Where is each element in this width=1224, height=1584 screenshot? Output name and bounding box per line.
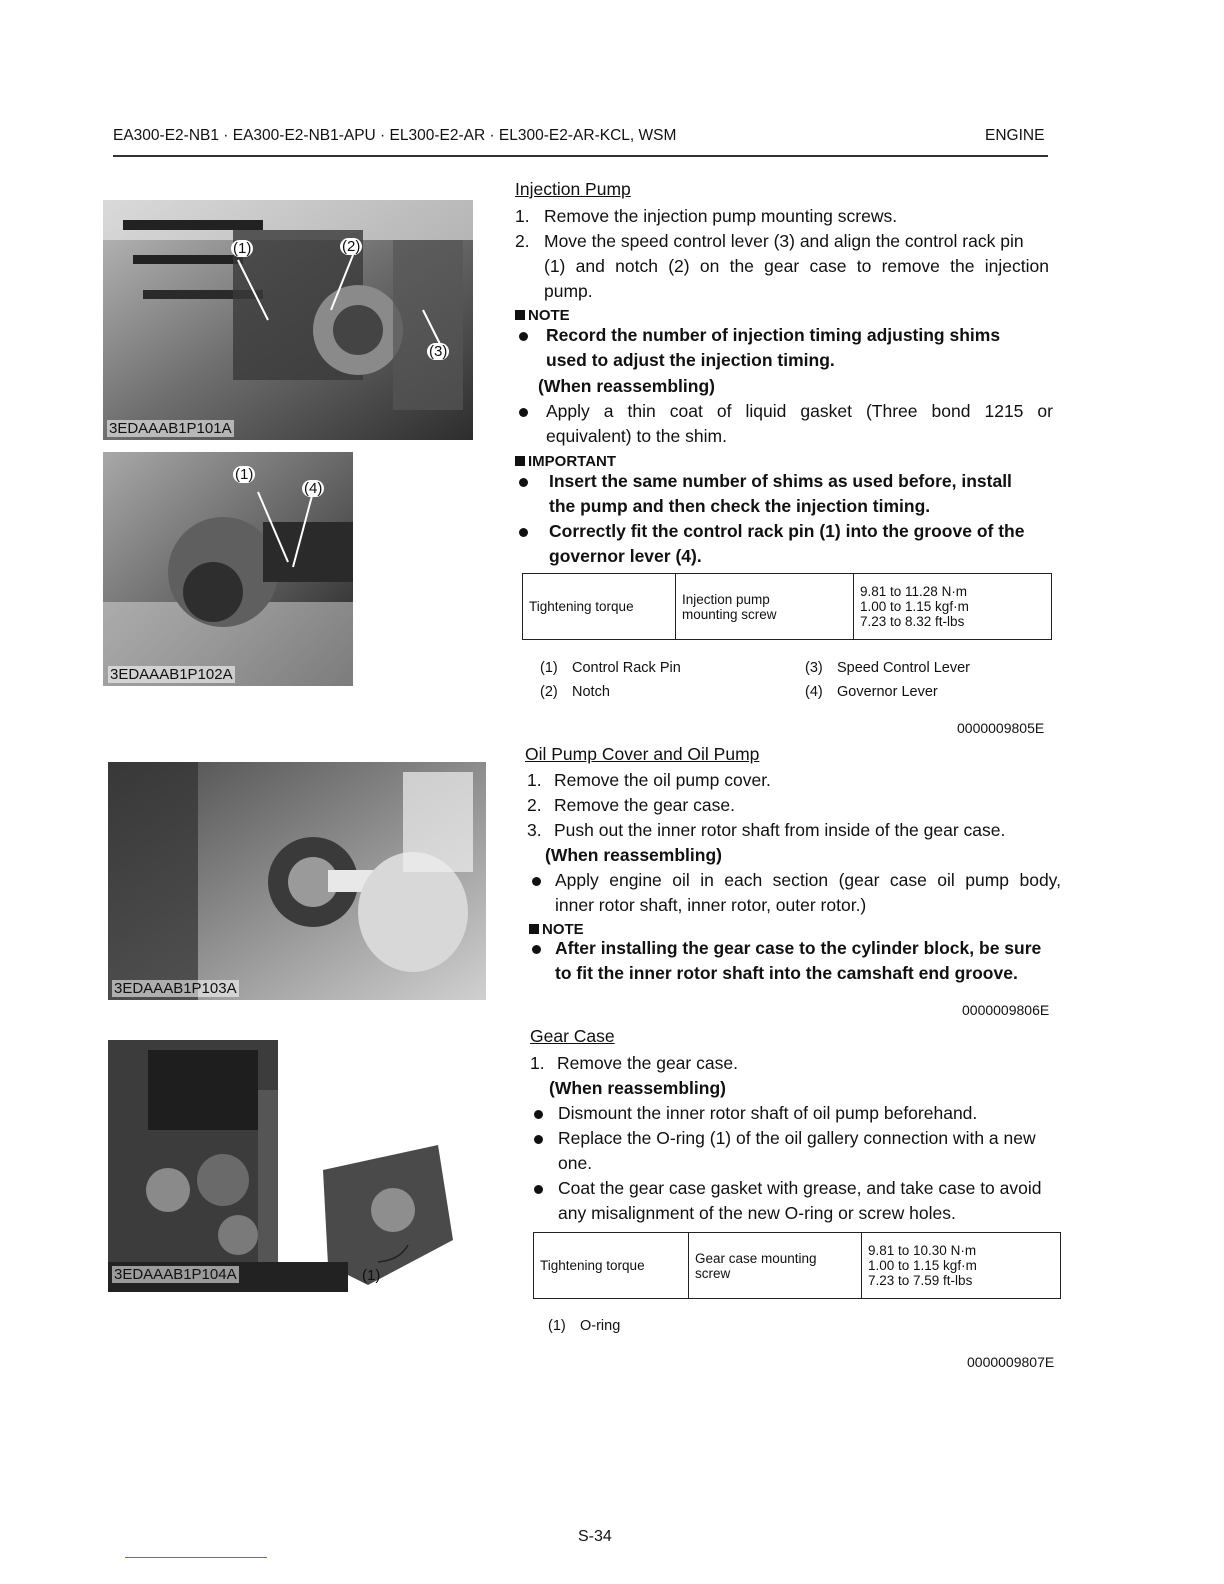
when-reassembling: (When reassembling) [545,845,722,865]
header-rule [113,155,1048,157]
important-marker: IMPORTANT [515,453,616,470]
step-text: Move the speed control lever (3) and align the control rack pin [544,231,1024,251]
photo-governor-lever [103,452,353,686]
torque-table-injection [522,573,1052,640]
step-text: Remove the injection pump mounting screws. [544,206,898,226]
header-section: ENGINE [985,127,1045,144]
step-number: 1. [515,206,530,226]
callout-label: (1) [233,240,252,257]
doc-code: 0000009806E [962,1002,1050,1018]
torque-item: Gear case mounting screw [689,1233,862,1299]
doc-code: 0000009805E [957,720,1045,736]
photo-label: 3EDAAAB1P101A [109,420,232,437]
photo-label: 3EDAAAB1P102A [110,666,233,683]
note-marker: NOTE [515,307,570,324]
photo-oil-pump [108,762,486,1000]
gear-case-title: Gear Case [530,1026,615,1046]
photo-gear-case [108,1040,460,1292]
doc-code: 0000009807E [967,1354,1055,1370]
when-reassembling: (When reassembling) [538,376,715,396]
injection-pump-title: Injection Pump [515,179,631,199]
legend-item: (1) Control Rack Pin [540,660,681,676]
callout-label: (2) [342,238,361,255]
page-number: S-34 [578,1528,612,1545]
torque-values: 9.81 to 11.28 N·m 1.00 to 1.15 kgf·m 7.23 to 8.32 ft-lbs [854,574,1052,640]
header-models: EA300-E2-NB1 · EA300-E2-NB1-APU · EL300-E2-AR · EL300-E2-AR-KCL, WSM [113,127,677,144]
note-marker: NOTE [529,921,584,938]
callout-label: (1) [235,466,254,483]
torque-label: Tightening torque [523,574,676,640]
legend-item: (1) O-ring [548,1318,621,1334]
torque-label: Tightening torque [534,1233,689,1299]
callout-label: (3) [429,343,448,360]
oil-pump-title: Oil Pump Cover and Oil Pump [525,744,760,764]
step-text: (1) and notch (2) on the gear case to remove the injection [544,256,1049,276]
torque-values: 9.81 to 10.30 N·m 1.00 to 1.15 kgf·m 7.23 to 7.59 ft-lbs [862,1233,1061,1299]
legend-item: (4) Governor Lever [805,684,938,700]
photo-label: 3EDAAAB1P104A [114,1266,237,1283]
torque-item: Injection pump mounting screw [676,574,854,640]
photo-label: 3EDAAAB1P103A [114,980,237,997]
callout-label: (1) [362,1267,381,1284]
step-text: pump. [544,281,593,301]
legend-item: (2) Notch [540,684,610,700]
footer-rule [125,1557,267,1558]
legend-item: (3) Speed Control Lever [805,660,970,676]
torque-table-gear-case [533,1232,1061,1299]
photo-injection-pump [103,200,473,440]
when-reassembling: (When reassembling) [549,1078,726,1098]
step-number: 2. [515,231,530,251]
callout-label: (4) [304,480,323,497]
